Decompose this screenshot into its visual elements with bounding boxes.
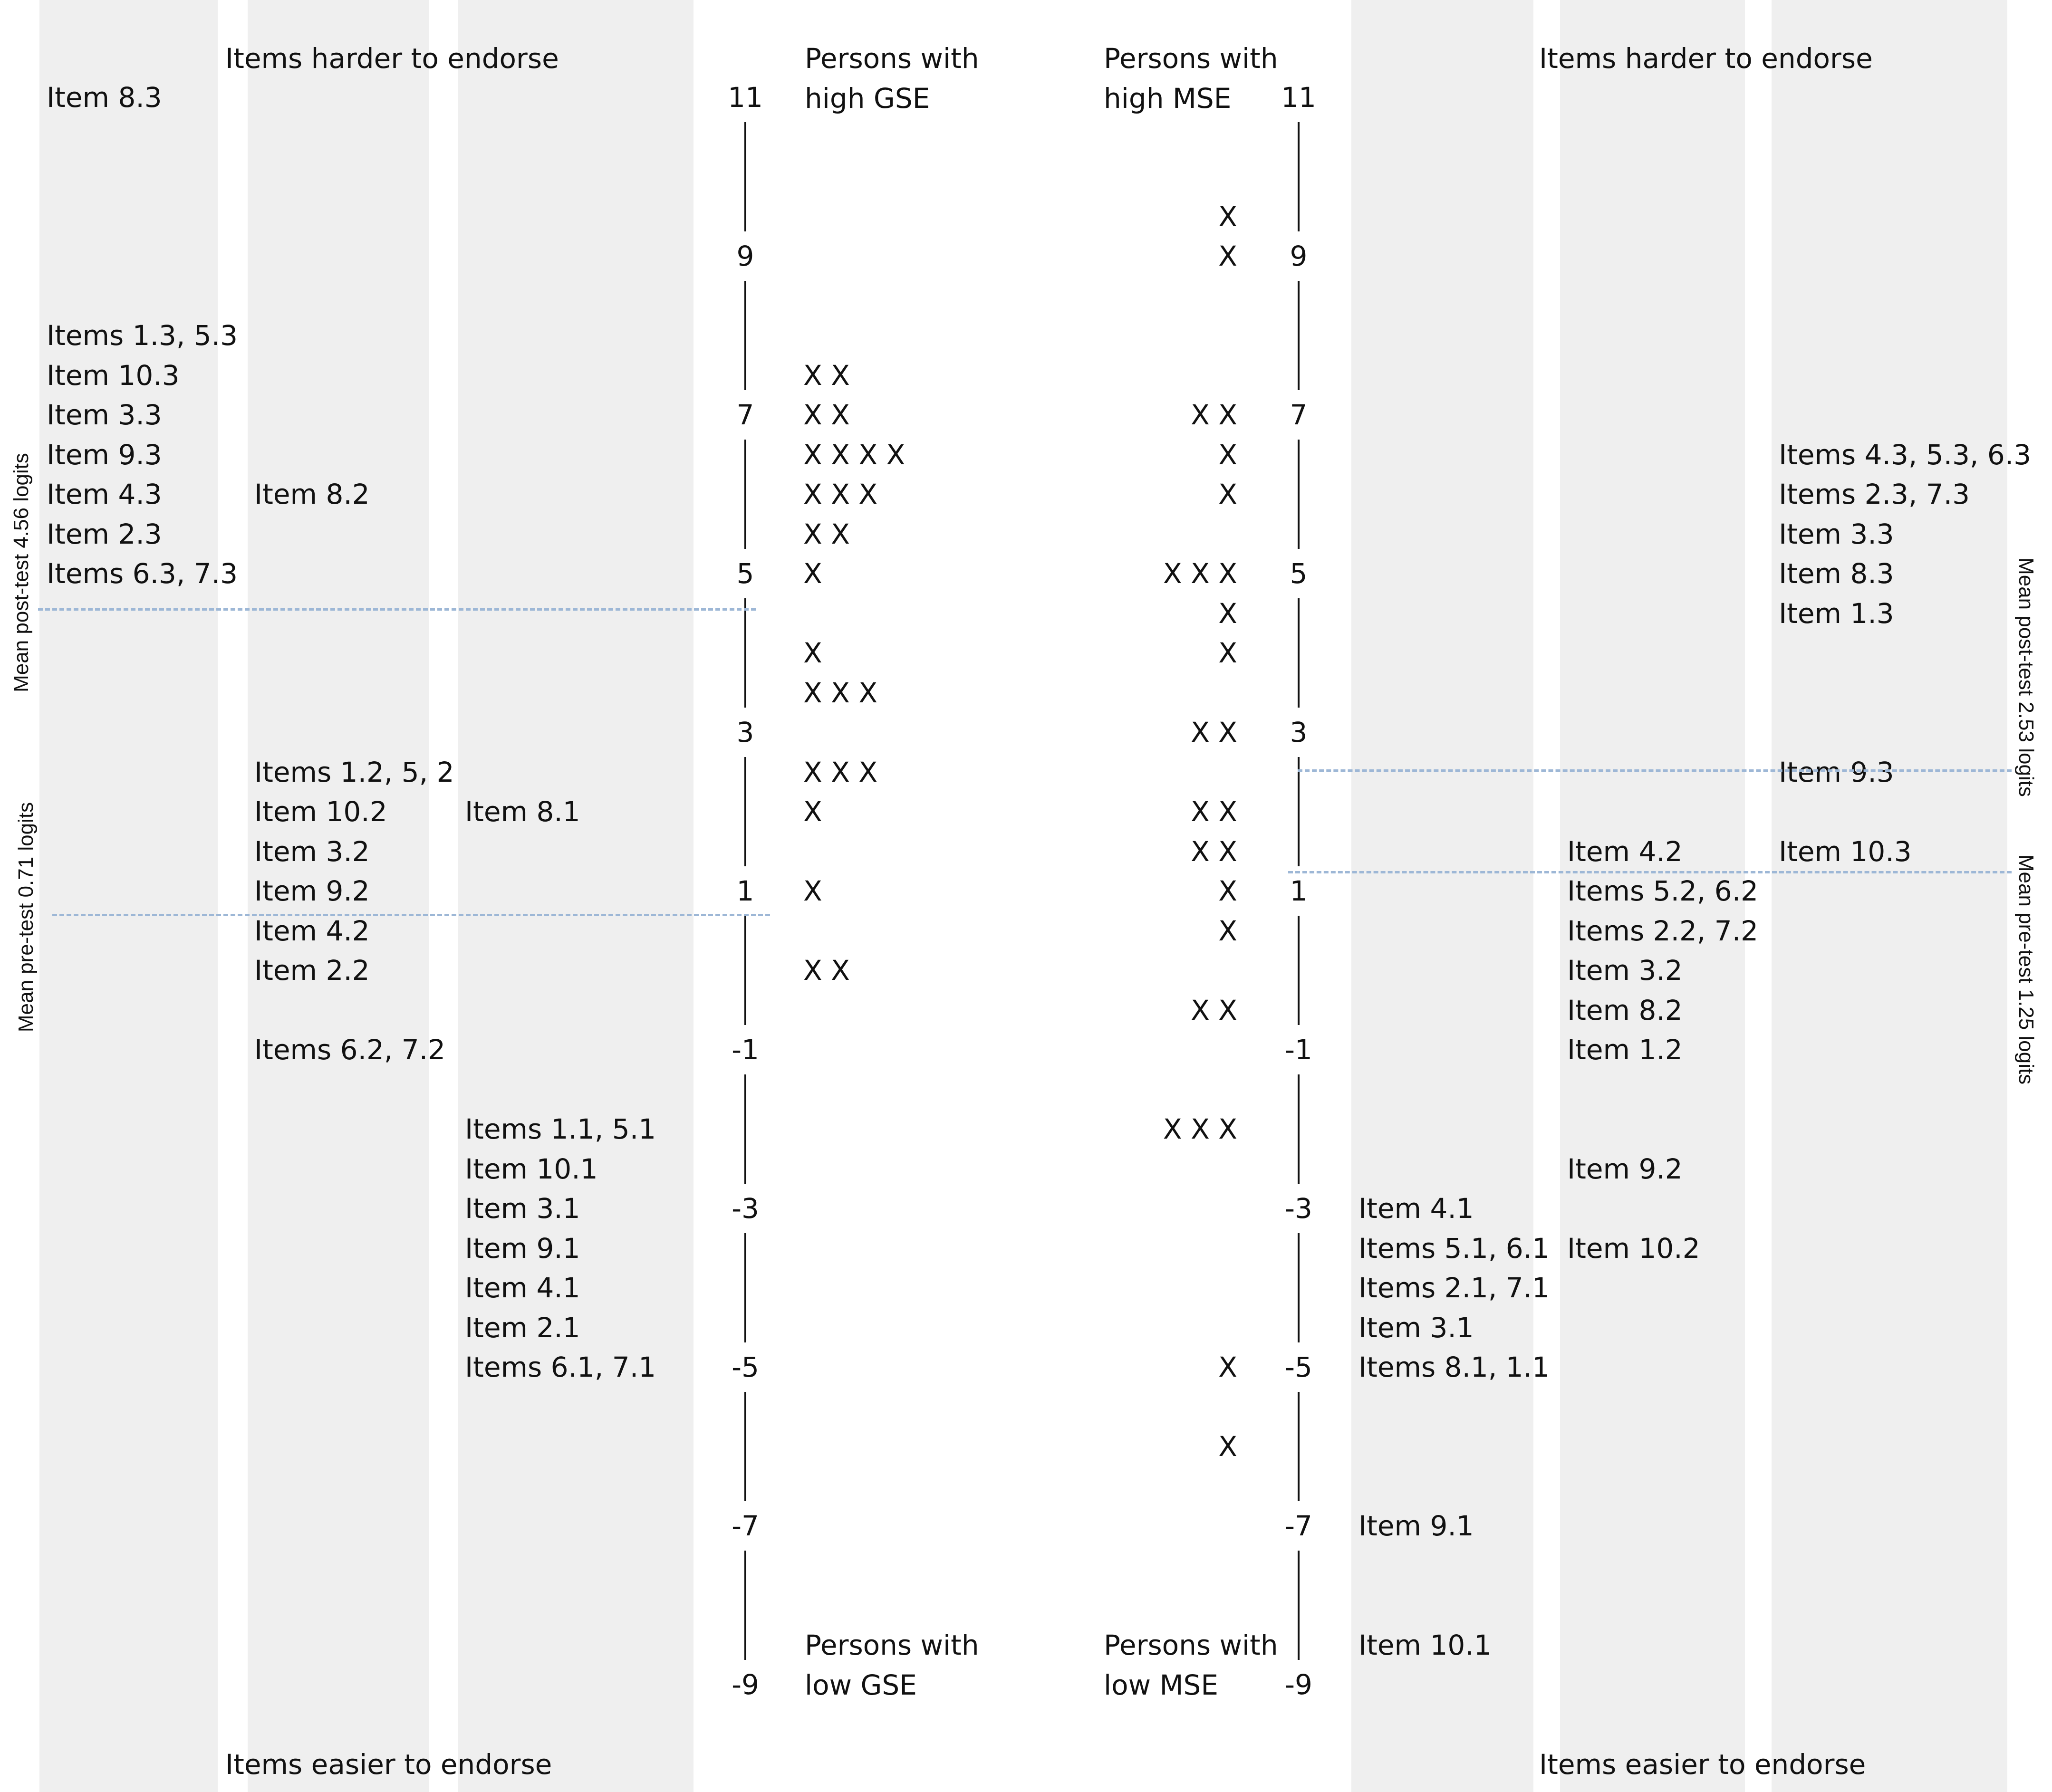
mse-high-caption-line2: high MSE (1104, 82, 1232, 115)
gse-axis-tick-label: -9 (732, 1668, 759, 1701)
right-post-test-item: Item 10.3 (1779, 835, 1912, 868)
mse-person-marks: X (1218, 478, 1237, 510)
mse-axis-tick-label: 1 (1290, 875, 1308, 907)
mse-low-caption-line2: low MSE (1104, 1669, 1218, 1701)
right-post-test-item: Item 3.3 (1779, 517, 1894, 550)
gse-axis-tick-label: 7 (736, 399, 754, 431)
right-band-post (1772, 0, 2007, 1792)
left-header-label: Items harder to endorse (225, 42, 559, 75)
left-pre-test-item: Item 10.2 (254, 795, 387, 828)
right-baseline-item: Item 3.1 (1358, 1311, 1474, 1344)
right-mean-pre-label: Mean pre-test 1.25 logits (2014, 854, 2038, 1085)
left-baseline-item: Item 9.1 (465, 1232, 580, 1265)
mse-axis-tick-label: -9 (1285, 1668, 1312, 1701)
mse-axis-tick-label: 11 (1281, 81, 1316, 114)
right-pre-test-item: Items 2.2, 7.2 (1567, 914, 1759, 947)
gse-person-marks: X X (803, 954, 850, 987)
mse-person-marks: X X X (1163, 557, 1237, 590)
mse-axis-segment (1298, 1233, 1300, 1342)
mse-person-marks: X X (1191, 795, 1237, 828)
gse-person-marks: X X X (803, 478, 878, 510)
mse-person-marks: X X (1191, 399, 1237, 431)
right-post-test-item: Item 1.3 (1779, 597, 1894, 630)
left-post-test-item: Item 8.3 (47, 81, 162, 114)
left-baseline-item: Items 6.1, 7.1 (465, 1351, 656, 1383)
right-header-label: Items harder to endorse (1539, 42, 1873, 75)
mse-person-marks: X (1218, 240, 1237, 272)
right-pre-test-item: Item 3.2 (1567, 954, 1683, 987)
left-pre-test-item: Item 2.2 (254, 954, 370, 987)
left-post-test-item: Items 1.3, 5.3 (47, 319, 238, 352)
mse-axis-segment (1298, 281, 1300, 390)
left-pre-test-item: Item 8.2 (254, 478, 370, 510)
gse-high-caption-line1: Persons with (805, 42, 979, 75)
right-post-test-item: Items 2.3, 7.3 (1779, 478, 1970, 510)
gse-low-caption-line2: low GSE (805, 1669, 917, 1701)
left-pre-test-item: Items 6.2, 7.2 (254, 1034, 446, 1066)
right-pre-test-item: Items 5.2, 6.2 (1567, 875, 1759, 907)
left-post-test-item: Item 9.3 (47, 438, 162, 471)
right-mean-post-line (1298, 769, 2012, 772)
left-mean-pre-label: Mean pre-test 0.71 logits (14, 802, 38, 1033)
right-baseline-item: Items 8.1, 1.1 (1358, 1351, 1550, 1383)
left-mean-post-line (38, 608, 756, 611)
left-baseline-item: Item 2.1 (465, 1311, 580, 1344)
right-baseline-item: Item 4.1 (1358, 1192, 1474, 1225)
left-post-test-item: Item 3.3 (47, 399, 162, 431)
left-mean-post-label: Mean post-test 4.56 logits (10, 453, 33, 692)
gse-person-marks: X X X X (803, 438, 906, 471)
mse-axis-tick-label: -5 (1285, 1351, 1312, 1383)
right-footer-label: Items easier to endorse (1539, 1748, 1866, 1781)
mse-axis-segment (1298, 916, 1300, 1025)
gse-axis-tick-label: 11 (728, 81, 763, 114)
left-pre-test-item: Item 3.2 (254, 835, 370, 868)
left-baseline-item: Item 3.1 (465, 1192, 580, 1225)
gse-person-marks: X (803, 875, 822, 907)
gse-person-marks: X (803, 557, 822, 590)
right-post-test-item: Items 4.3, 5.3, 6.3 (1779, 438, 2032, 471)
left-post-test-item: Item 2.3 (47, 517, 162, 550)
right-post-test-item: Item 8.3 (1779, 557, 1894, 590)
gse-axis-segment (744, 1074, 746, 1184)
gse-axis-tick-label: -5 (732, 1351, 759, 1383)
left-mean-pre-line (52, 914, 770, 916)
gse-axis-tick-label: -7 (732, 1510, 759, 1542)
mse-person-marks: X (1218, 438, 1237, 471)
mse-axis-tick-label: 3 (1290, 716, 1308, 748)
left-band-baseline (458, 0, 694, 1792)
mse-axis-segment (1298, 598, 1300, 708)
right-mean-post-label: Mean post-test 2.53 logits (2014, 557, 2038, 797)
gse-axis-tick-label: -3 (732, 1192, 759, 1225)
gse-axis-segment (744, 1233, 746, 1342)
mse-person-marks: X X (1191, 835, 1237, 868)
gse-axis-segment (744, 757, 746, 866)
gse-axis-segment (744, 598, 746, 708)
gse-axis-segment (744, 1551, 746, 1660)
gse-person-marks: X X (803, 399, 850, 431)
right-baseline-item: Items 5.1, 6.1 (1358, 1232, 1550, 1265)
gse-axis-tick-label: -1 (732, 1034, 759, 1066)
gse-person-marks: X X X (803, 756, 878, 788)
gse-axis-segment (744, 916, 746, 1025)
gse-axis-segment (744, 1392, 746, 1501)
right-pre-test-item: Item 8.2 (1567, 994, 1683, 1026)
left-footer-label: Items easier to endorse (225, 1748, 552, 1781)
mse-person-marks: X X (1191, 994, 1237, 1026)
mse-axis-tick-label: -7 (1285, 1510, 1312, 1542)
right-baseline-item: Item 10.1 (1358, 1629, 1492, 1661)
gse-axis-tick-label: 3 (736, 716, 754, 748)
mse-person-marks: X (1218, 637, 1237, 669)
mse-axis-tick-label: 7 (1290, 399, 1308, 431)
left-post-test-item: Items 6.3, 7.3 (47, 557, 238, 590)
mse-axis-segment (1298, 122, 1300, 231)
mse-person-marks: X (1218, 1351, 1237, 1383)
gse-person-marks: X X (803, 359, 850, 392)
mse-person-marks: X (1218, 875, 1237, 907)
gse-person-marks: X X X (803, 676, 878, 709)
left-pre-test-item: Item 9.2 (254, 875, 370, 907)
mse-high-caption-line1: Persons with (1104, 42, 1278, 75)
left-band-post (39, 0, 218, 1792)
right-mean-pre-line (1288, 871, 2012, 873)
mse-axis-segment (1298, 1392, 1300, 1501)
gse-axis-segment (744, 122, 746, 231)
mse-axis-tick-label: 5 (1290, 557, 1308, 590)
mse-person-marks: X (1218, 914, 1237, 947)
gse-person-marks: X (803, 795, 822, 828)
right-baseline-item: Items 2.1, 7.1 (1358, 1272, 1550, 1304)
mse-axis-tick-label: -1 (1285, 1034, 1312, 1066)
mse-person-marks: X (1218, 200, 1237, 233)
left-post-test-item: Item 10.3 (47, 359, 180, 392)
right-pre-test-item: Item 9.2 (1567, 1152, 1683, 1185)
gse-high-caption-line2: high GSE (805, 82, 930, 115)
left-pre-test-item: Items 1.2, 5, 2 (254, 756, 454, 788)
gse-person-marks: X X (803, 517, 850, 550)
mse-person-marks: X (1218, 597, 1237, 630)
mse-person-marks: X X X (1163, 1113, 1237, 1145)
right-post-test-item: Item 9.3 (1779, 756, 1894, 788)
gse-person-marks: X (803, 637, 822, 669)
gse-axis-segment (744, 281, 746, 390)
right-pre-test-item: Item 4.2 (1567, 835, 1683, 868)
mse-axis-segment (1298, 1074, 1300, 1184)
left-baseline-item: Item 8.1 (465, 795, 580, 828)
left-baseline-item: Items 1.1, 5.1 (465, 1113, 656, 1145)
gse-low-caption-line1: Persons with (805, 1629, 979, 1661)
left-baseline-item: Item 10.1 (465, 1152, 598, 1185)
gse-axis-tick-label: 1 (736, 875, 754, 907)
mse-person-marks: X (1218, 1430, 1237, 1463)
mse-axis-tick-label: -3 (1285, 1192, 1312, 1225)
mse-person-marks: X X (1191, 716, 1237, 748)
left-baseline-item: Item 4.1 (465, 1272, 580, 1304)
mse-axis-segment (1298, 1551, 1300, 1660)
left-post-test-item: Item 4.3 (47, 478, 162, 510)
mse-axis-segment (1298, 440, 1300, 549)
right-baseline-item: Item 9.1 (1358, 1510, 1474, 1542)
right-pre-test-item: Item 1.2 (1567, 1034, 1683, 1066)
mse-axis-tick-label: 9 (1290, 240, 1308, 272)
gse-axis-tick-label: 9 (736, 240, 754, 272)
gse-axis-segment (744, 440, 746, 549)
right-pre-test-item: Item 10.2 (1567, 1232, 1700, 1265)
left-pre-test-item: Item 4.2 (254, 914, 370, 947)
mse-low-caption-line1: Persons with (1104, 1629, 1278, 1661)
mse-axis-segment (1298, 757, 1300, 866)
gse-axis-tick-label: 5 (736, 557, 754, 590)
